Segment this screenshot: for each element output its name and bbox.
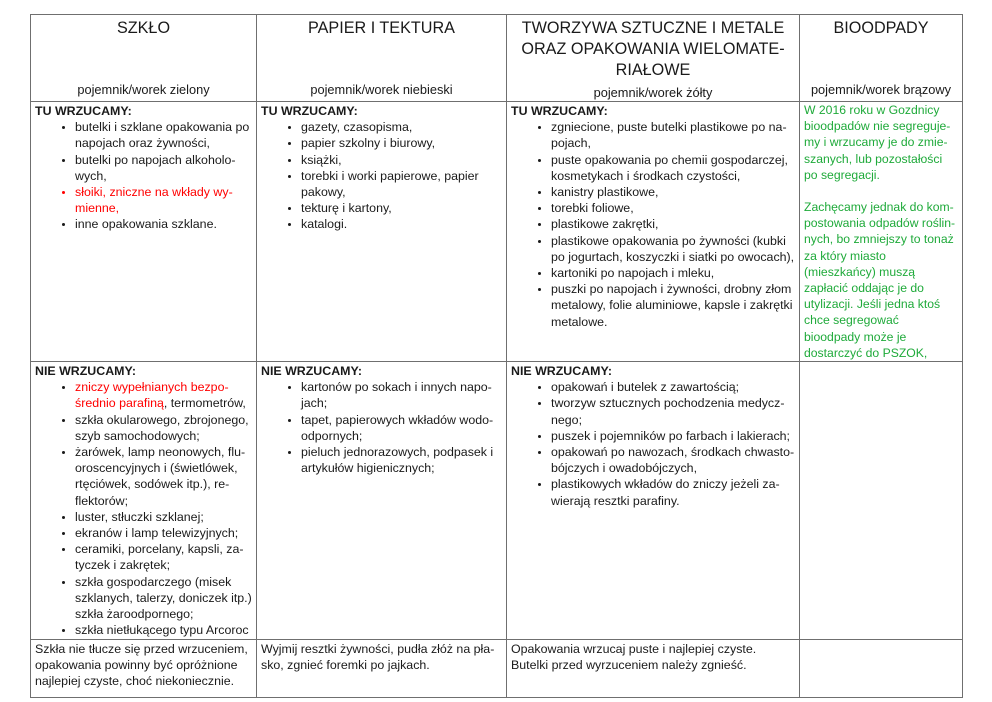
list-item: • opakowań po nawozach, środkach chwasto-bójczych i owadobójczych, — [551, 444, 795, 476]
no-label: NIE WRZUCAMY: — [511, 364, 612, 379]
header-title: PAPIER I TEKTURA — [308, 19, 455, 37]
papier-no-cell — [257, 362, 507, 639]
yes-label: TU WRZUCAMY: — [511, 104, 608, 118]
list-item-text: , termometrów, — [163, 396, 246, 411]
list-item: • opakowań i butelek z zawartością; — [551, 379, 795, 395]
no-label: NIE WRZUCAMY: — [261, 364, 362, 379]
yes-row — [31, 102, 963, 362]
header-cell-bio — [800, 15, 963, 102]
red-text: zniczy wypełnianych bezpo-średnio parafiną — [75, 380, 229, 411]
header-title: TWORZYWA SZTUCZNE I METALE ORAZ OPAKOWANIA WIELOMATE-RIAŁOWE — [521, 19, 785, 79]
tworzywa-yes-cell — [507, 102, 800, 362]
papier-no-list — [261, 379, 502, 476]
list-item: • kartonów po sokach i innych napo-jach; — [301, 379, 502, 411]
list-item: • kanistry plastikowe, — [551, 184, 795, 200]
tworzywa-note: Opakowania wrzucaj puste i najlepiej czyste. Butelki przed wyrzuceniem należy zgnieść. — [507, 639, 800, 697]
list-item: • gazety, czasopisma, — [301, 119, 502, 135]
list-item — [75, 379, 252, 411]
list-item: • puste opakowania po chemii gospodarczej, kosmetykach i środkach czystości, — [551, 152, 795, 184]
tworzywa-yes-list — [511, 119, 795, 330]
list-item: • puszki po napojach i żywności, drobny złom metalowy, folie aluminiowe, kapsle i zakrętki metalowe. — [551, 281, 795, 330]
header-row — [31, 15, 963, 102]
list-item: • plastikowe zakrętki, — [551, 216, 795, 232]
list-item: • butelki po napojach alkoholo-wych, — [75, 152, 252, 184]
szklo-note: Szkła nie tłucze się przed wrzuceniem, opakowania powinny być opróżnione najlepiej czyste, choć niekoniecznie. — [31, 639, 257, 697]
list-item: • torebki foliowe, — [551, 200, 795, 216]
header-sub: pojemnik/worek żółty — [593, 85, 713, 100]
list-item: • szkła nietłukącego typu Arcoroc — [75, 622, 252, 638]
szklo-yes-cell — [31, 102, 257, 362]
list-item: • ceramiki, porcelany, kapsli, za-tyczek i zakrętek; — [75, 541, 252, 573]
notes-row — [31, 639, 963, 697]
list-item: • ekranów i lamp telewizyjnych; — [75, 525, 252, 541]
szklo-no-list — [35, 379, 252, 638]
list-item: • butelki i szklane opakowania po napojach oraz żywności, — [75, 119, 252, 151]
header-cell-szklo — [31, 15, 257, 102]
bio-note-empty — [800, 639, 963, 697]
header-cell-papier — [257, 15, 507, 102]
list-item — [75, 184, 252, 216]
list-item: • kartoniki po napojach i mleku, — [551, 265, 795, 281]
list-item: • torebki i worki papierowe, papier pakowy, — [301, 168, 502, 200]
list-item: • inne opakowania szklane. — [75, 216, 252, 232]
yes-label: TU WRZUCAMY: — [261, 104, 358, 118]
bio-paragraph: Zachęcamy jednak do kom-postowania odpadów roślin-nych, bo zmniejszy to tonaż za który miasto (mieszkańcy) muszą zapłacić oddając je do utylizacji. Jeśli jedna ktoś chce segregować bioodpady może je dostarczyć do PSZOK, — [804, 200, 956, 360]
header-title: BIOODPADY — [833, 19, 929, 37]
tworzywa-no-cell — [507, 362, 800, 639]
list-item: • książki, — [301, 152, 502, 168]
no-row — [31, 362, 963, 639]
header-title: SZKŁO — [116, 19, 171, 37]
tworzywa-no-list — [511, 379, 795, 509]
waste-sorting-table — [30, 14, 963, 698]
bio-no-cell — [800, 362, 963, 639]
bio-yes-cell — [800, 102, 963, 362]
list-item: • tworzyw sztucznych pochodzenia medycz-nego; — [551, 395, 795, 427]
papier-yes-list — [261, 119, 502, 232]
list-item: • szkła gospodarczego (misek szklanych, talerzy, doniczek itp.) szkła żaroodpornego; — [75, 574, 252, 623]
bio-note — [800, 102, 962, 361]
list-item: • plastikowych wkładów do zniczy jeżeli za-wierają resztki parafiny. — [551, 476, 795, 508]
list-item-text: zniczne na wkłady wy-mienne, — [75, 185, 233, 216]
papier-note: Wyjmij resztki żywności, pudła złóż na pła-sko, zgnieć foremki po jajkach. — [257, 639, 507, 697]
list-item: • puszek i pojemników po farbach i lakierach; — [551, 428, 795, 444]
bio-paragraph: W 2016 roku w Gozdnicy bioodpadów nie segreguje-my i wrzucamy je do zmie-szanych, lub pozostałości po segregacji. — [804, 103, 951, 182]
list-item: • zgniecione, puste butelki plastikowe po na-pojach, — [551, 119, 795, 151]
header-sub: pojemnik/worek niebieski — [310, 82, 453, 97]
header-sub: pojemnik/worek brązowy — [810, 82, 952, 97]
list-item: • pieluch jednorazowych, podpasek i artykułów higienicznych; — [301, 444, 502, 476]
list-item: • tapet, papierowych wkładów wodo-odpornych; — [301, 412, 502, 444]
list-item: • luster, stłuczki szklanej; — [75, 509, 252, 525]
papier-yes-cell — [257, 102, 507, 362]
header-cell-tworzywa — [507, 15, 800, 102]
list-item: • żarówek, lamp neonowych, flu-oroscencyjnych i (świetlówek, rtęciówek, sodówek itp.), re-flektorów; — [75, 444, 252, 509]
list-item: • tekturę i kartony, — [301, 200, 502, 216]
no-label: NIE WRZUCAMY: — [35, 364, 136, 379]
szklo-yes-list — [35, 119, 252, 232]
list-item-text: słoiki, — [75, 185, 110, 200]
list-item: • papier szkolny i biurowy, — [301, 135, 502, 151]
yes-label: TU WRZUCAMY: — [35, 104, 132, 118]
list-item: • plastikowe opakowania po żywności (kubki po jogurtach, koszyczki i siatki po owocach), — [551, 233, 795, 265]
list-item: • szkła okularowego, zbrojonego, szyb samochodowych; — [75, 412, 252, 444]
header-sub: pojemnik/worek zielony — [77, 82, 210, 97]
szklo-no-cell — [31, 362, 257, 639]
list-item: • katalogi. — [301, 216, 502, 232]
